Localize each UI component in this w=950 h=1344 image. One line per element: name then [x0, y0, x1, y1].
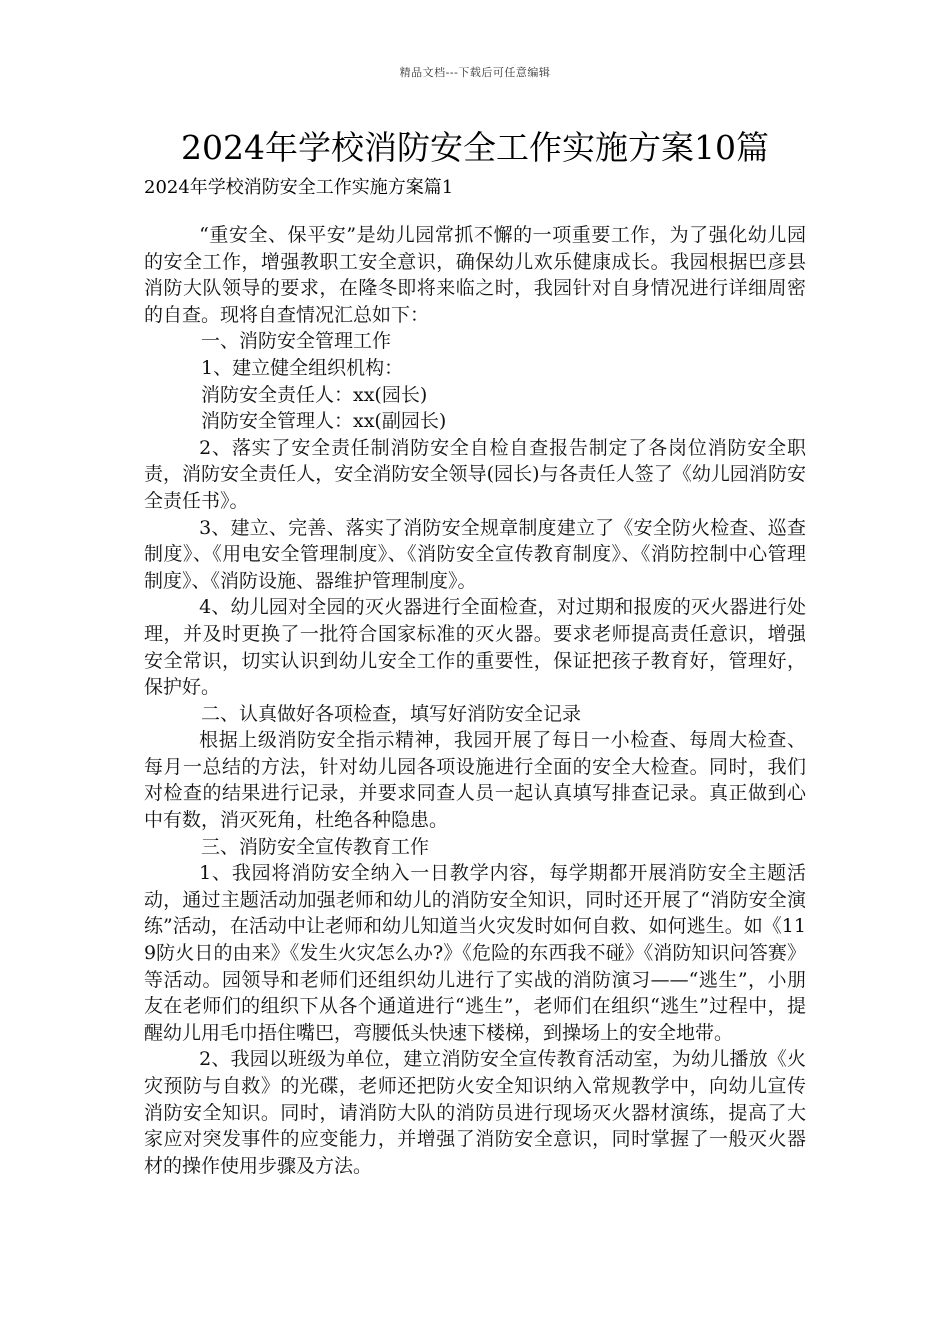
paragraph-education-2: 2、我园以班级为单位，建立消防安全宣传教育活动室，为幼儿播放《火灾预防与自救》的光碟，老师还把防火安全知识纳入常规教学中，向幼儿宣传消防安全知识。同时，请消防大队的消防员进行现场灭火器材演练，提高了大家应对突发事件的应变能力，并增强了消防安全意识，同时掌握了一般灭火器材的操作使用步骤及方法。 — [144, 1048, 806, 1177]
paragraph-regulations: 3、建立、完善、落实了消防安全规章制度建立了《安全防火检查、巡查制度》、《用电安全管理制度》、《消防安全宣传教育制度》、《消防控制中心管理制度》、《消防设施、器维护管理制度》。 — [144, 516, 806, 592]
paragraph-inspections: 根据上级消防安全指示精神，我园开展了每日一小检查、每周大检查、每月一总结的方法，针对幼儿园各项设施进行全面的安全大检查。同时，我们对检查的结果进行记录，并要求同查人员一起认真填写排查记录。真正做到心中有数，消灭死角，杜绝各种隐患。 — [144, 729, 806, 832]
section-heading-1: 一、消防安全管理工作 — [201, 330, 392, 353]
responsible-person-line: 消防安全责任人：xx(园长) — [201, 383, 428, 406]
section-subtitle: 2024年学校消防安全工作实施方案篇1 — [144, 177, 454, 198]
document-title: 2024年学校消防安全工作实施方案10篇 — [181, 128, 769, 167]
section-heading-3: 三、消防安全宣传教育工作 — [201, 835, 430, 858]
paragraph-responsibility: 2、落实了安全责任制消防安全自检自查报告制定了各岗位消防安全职责，消防安全责任人，安全消防安全领导(园长)与各责任人签了《幼儿园消防安全责任书》。 — [144, 436, 806, 512]
header-note: 精品文档---下载后可任意编辑 — [399, 66, 551, 79]
document-body — [144, 222, 806, 1179]
section-heading-2: 二、认真做好各项检查，填写好消防安全记录 — [201, 702, 582, 725]
manager-person-line: 消防安全管理人：xx(副园长) — [201, 410, 447, 433]
list-item-organization: 1、建立健全组织机构： — [201, 356, 404, 379]
paragraph-education-1: 1、我园将消防安全纳入一日教学内容，每学期都开展消防安全主题活动，通过主题活动加强老师和幼儿的消防安全知识，同时还开展了“消防安全演练”活动，在活动中让老师和幼儿知道当火灾发时如何自救、如何逃生。如《119防火日的由来》《发生火灾怎么办?》《危险的东西我不碰》《消防知识问答赛》等活动。园领导和老师们还组织幼儿进行了实战的消防演习——“逃生”，小朋友在老师们的组织下从各个通道进行“逃生”，老师们在组织“逃生”过程中，提醒幼儿用毛巾捂住嘴巴，弯腰低头快速下楼梯，到操场上的安全地带。 — [144, 862, 806, 1044]
paragraph-extinguishers: 4、幼儿园对全园的灭火器进行全面检查，对过期和报废的灭火器进行处理，并及时更换了一批符合国家标准的灭火器。要求老师提高责任意识，增强安全常识，切实认识到幼儿安全工作的重要性，保证把孩子教育好，管理好，保护好。 — [144, 596, 806, 699]
intro-paragraph: “重安全、保平安”是幼儿园常抓不懈的一项重要工作，为了强化幼儿园的安全工作，增强教职工安全意识，确保幼儿欢乐健康成长。我园根据巴彦县消防大队领导的要求，在隆冬即将来临之时，我园针对自身情况进行详细周密的自查。现将自查情况汇总如下： — [144, 224, 806, 326]
